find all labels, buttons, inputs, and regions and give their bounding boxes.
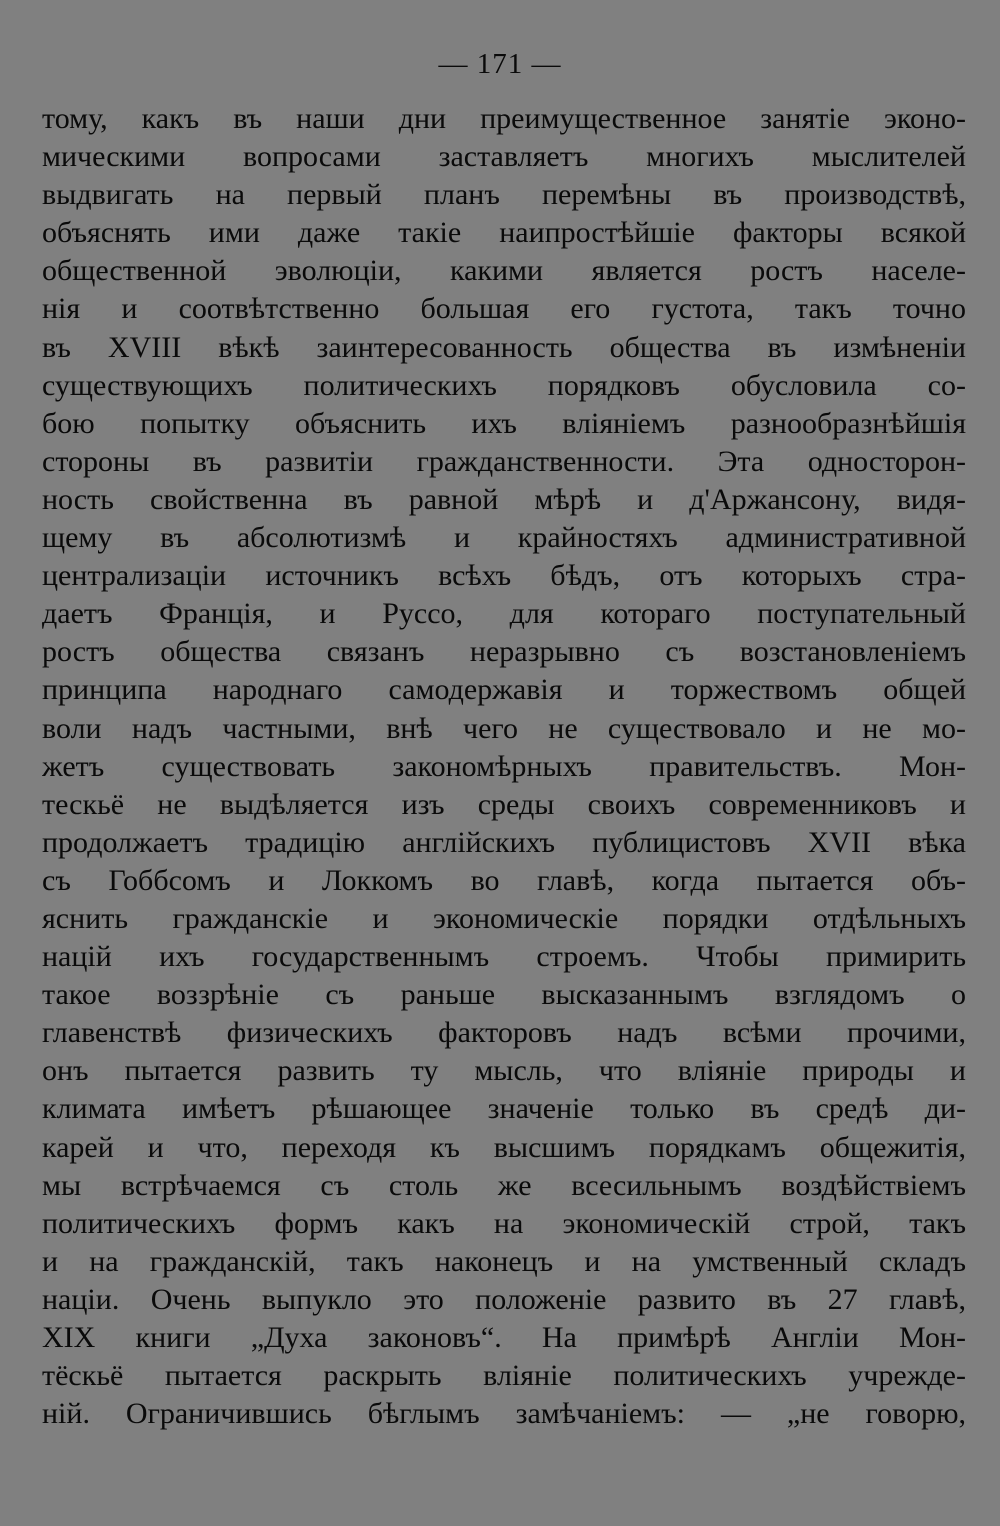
- text-line: воли надъ частными, внѣ чего не существовало и не мо-: [42, 711, 966, 745]
- text-line: климата имѣетъ рѣшающее значеніе только въ средѣ ди-: [42, 1092, 966, 1126]
- text-line: общественной эволюціи, какими является ростъ населе-: [42, 254, 966, 288]
- text-line: яснить гражданскіе и экономическіе порядки отдѣльныхъ: [42, 901, 966, 935]
- text-line: ростъ общества связанъ неразрывно съ возстановленіемъ: [42, 635, 966, 669]
- text-line: даетъ Франція, и Руссо, для котораго поступательный: [42, 597, 966, 631]
- text-line: тескьё не выдѣляется изъ среды своихъ современниковъ и: [42, 787, 966, 821]
- text-line: тому, какъ въ наши дни преимущественное занятіе эконо-: [42, 102, 966, 135]
- text-line: мическими вопросами заставляетъ многихъ мыслителей: [42, 140, 966, 174]
- text-line: жетъ существовать закономѣрныхъ правительствъ. Мон-: [42, 749, 966, 783]
- text-line: XIX книги „Духа законовъ“. На примѣрѣ Англіи Мон-: [42, 1321, 966, 1354]
- text-line: тёскьё пытается раскрыть вліяніе политическихъ учрежде-: [42, 1359, 966, 1393]
- text-line: ность свойственна въ равной мѣрѣ и д'Аржансону, видя-: [42, 482, 966, 516]
- text-line: націи. Очень выпукло это положеніе развито въ 27 главѣ,: [42, 1282, 966, 1316]
- body-text: [42, 100, 966, 1433]
- text-line: бою попытку объяснить ихъ вліяніемъ разнообразнѣйшія: [42, 406, 966, 440]
- text-line: въ XVIII вѣкѣ заинтересованность общества въ измѣненіи: [42, 330, 966, 364]
- text-line: такое воззрѣніе съ раньше высказаннымъ взглядомъ о: [42, 978, 966, 1012]
- text-line: націй ихъ государственнымъ строемъ. Чтобы примирить: [42, 940, 966, 974]
- text-line: и на гражданскій, такъ наконецъ и на умственный складъ: [42, 1244, 966, 1278]
- text-line: ній. Ограничившись бѣглымъ замѣчаніемъ: — „не говорю,: [42, 1397, 966, 1431]
- text-line: стороны въ развитіи гражданственности. Эта односторон-: [42, 444, 966, 478]
- text-line: главенствѣ физическихъ факторовъ надъ всѣми прочими,: [42, 1016, 966, 1050]
- text-line: политическихъ формъ какъ на экономическій строй, такъ: [42, 1206, 966, 1240]
- text-line: карей и что, переходя къ высшимъ порядкамъ общежитія,: [42, 1130, 966, 1164]
- text-line: объяснять ими даже такіе наипростѣйшіе факторы всякой: [42, 216, 966, 250]
- text-line: выдвигать на первый планъ перемѣны въ производствѣ,: [42, 178, 966, 212]
- text-line: существующихъ политическихъ порядковъ обусловила со-: [42, 368, 966, 402]
- text-line: принципа народнаго самодержавія и торжествомъ общей: [42, 673, 966, 707]
- text-line: щему въ абсолютизмѣ и крайностяхъ административной: [42, 521, 966, 555]
- text-line: мы встрѣчаемся съ столь же всесильнымъ воздѣйствіемъ: [42, 1168, 966, 1202]
- text-line: продолжаетъ традицію англійскихъ публицистовъ XVII вѣка: [42, 825, 966, 859]
- page-number: — 171 —: [438, 48, 562, 80]
- text-line: централизаціи источникъ всѣхъ бѣдъ, отъ которыхъ стра-: [42, 559, 966, 593]
- text-line: съ Гоббсомъ и Локкомъ во главѣ, когда пытается объ-: [42, 863, 966, 897]
- text-line: онъ пытается развить ту мысль, что вліяніе природы и: [42, 1054, 966, 1088]
- text-line: нія и соотвѣтственно большая его густота, такъ точно: [42, 292, 966, 326]
